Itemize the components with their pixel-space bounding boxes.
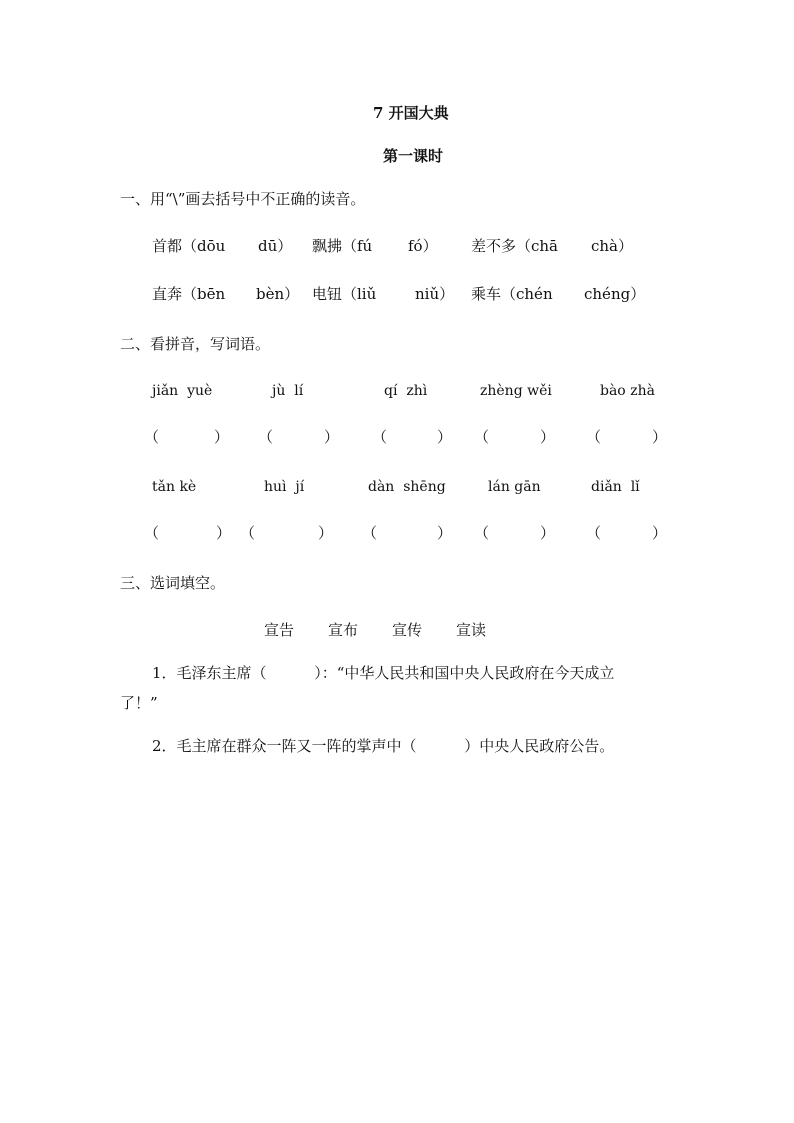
pinyin-2-3: dàn shēng <box>368 479 446 495</box>
pinyin-1-5: bào zhà <box>600 383 655 399</box>
pinyin-1-4: zhèng wěi <box>480 383 552 399</box>
s1-r2-item1a: 直奔（bēn <box>152 285 226 303</box>
blank-1-2-close: ） <box>324 428 340 446</box>
s1-r1-item3b: chà） <box>591 237 634 255</box>
word-option-4: 宣读 <box>456 621 487 639</box>
question-1-line1: 1．毛泽东主席（ ）：“中华人民共和国中央人民政府在今天成立 <box>152 664 615 682</box>
section3-heading: 三、选词填空。 <box>120 574 226 592</box>
blank-1-3-open: （ <box>372 428 388 446</box>
blank-2-5-open: （ <box>586 524 602 542</box>
blank-1-1-open: （ <box>144 428 160 446</box>
s1-r2-item3b: chéng） <box>584 285 646 303</box>
s1-r2-item2a: 电钮（liǔ <box>312 285 377 303</box>
blank-2-2-close: ） <box>318 524 334 542</box>
s1-r2-item1b: bèn） <box>256 285 300 303</box>
section1-heading: 一、用“\”画去括号中不正确的读音。 <box>120 190 366 208</box>
pinyin-1-1: jiǎn yuè <box>152 383 213 399</box>
question-1-line2: 了！” <box>120 694 158 712</box>
word-option-2: 宣布 <box>328 621 359 639</box>
blank-1-1-close: ） <box>214 428 230 446</box>
blank-1-3-close: ） <box>437 428 453 446</box>
s1-r1-item1b: dū） <box>258 237 293 255</box>
pinyin-1-3: qí zhì <box>384 383 428 399</box>
blank-2-4-open: （ <box>474 524 490 542</box>
blank-2-1-open: （ <box>144 524 160 542</box>
lesson-title: 7 开国大典 <box>373 104 449 122</box>
word-option-1: 宣告 <box>264 621 295 639</box>
blank-1-5-open: （ <box>586 428 602 446</box>
s1-r2-item3a: 乘车（chén <box>471 285 553 303</box>
s1-r1-item1a: 首都（dōu <box>152 237 226 255</box>
blank-2-5-close: ） <box>652 524 668 542</box>
blank-1-5-close: ） <box>652 428 668 446</box>
s1-r2-item2b: niǔ） <box>415 285 455 303</box>
blank-2-3-close: ） <box>437 524 453 542</box>
word-option-3: 宣传 <box>392 621 423 639</box>
blank-2-2-open: （ <box>240 524 256 542</box>
blank-1-4-open: （ <box>474 428 490 446</box>
pinyin-2-4: lán gān <box>488 479 541 495</box>
s1-r1-item2b: fó） <box>408 237 438 255</box>
pinyin-2-2: huì jí <box>264 479 305 495</box>
pinyin-1-2: jù lí <box>272 383 304 399</box>
s1-r1-item3a: 差不多（chā <box>471 237 559 255</box>
blank-1-4-close: ） <box>540 428 556 446</box>
blank-2-4-close: ） <box>540 524 556 542</box>
pinyin-2-1: tǎn kè <box>152 479 197 495</box>
pinyin-2-5: diǎn lǐ <box>591 479 640 495</box>
blank-1-2-open: （ <box>258 428 274 446</box>
blank-2-1-close: ） <box>216 524 232 542</box>
section2-heading: 二、看拼音，写词语。 <box>120 335 271 353</box>
question-2: 2．毛主席在群众一阵又一阵的掌声中（ ）中央人民政府公告。 <box>152 737 615 755</box>
lesson-subtitle: 第一课时 <box>383 147 444 165</box>
s1-r1-item2a: 飘拂（fú <box>312 237 373 255</box>
blank-2-3-open: （ <box>362 524 378 542</box>
